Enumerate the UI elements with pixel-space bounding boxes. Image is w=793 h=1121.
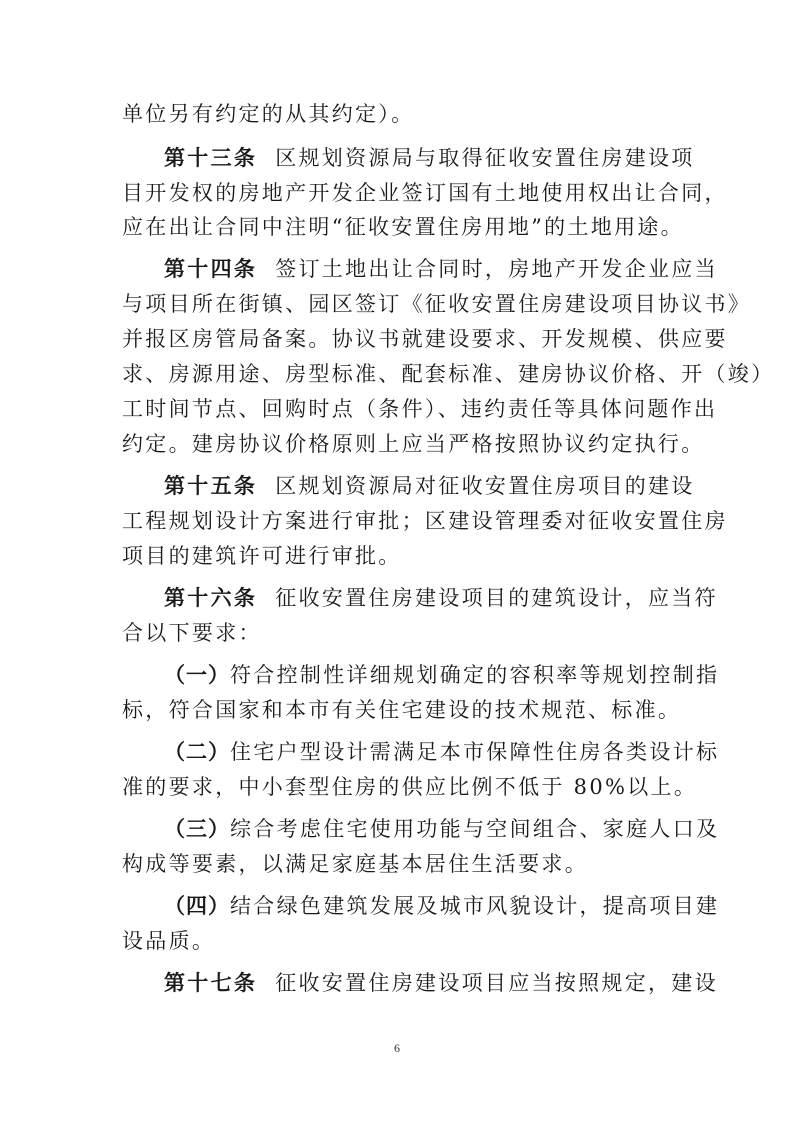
text-line: 约定。建房协议价格原则上应当严格按照协议约定执行。: [122, 432, 705, 456]
text-line: 准的要求，中小套型住房的供应比例不低于 80%以上。: [122, 775, 698, 799]
item-label: （三）: [164, 817, 230, 841]
text-line: 目开发权的房地产开发企业签订国有土地使用权出让合同，: [122, 181, 728, 205]
page-number: 6: [394, 1041, 400, 1055]
text-line: 设品质。: [122, 929, 216, 953]
text-line: 应在出让合同中注明“征收安置住房用地”的土地用途。: [122, 215, 684, 239]
article-14-line: 第十四条 签订土地出让合同时，房地产开发企业应当: [164, 257, 718, 281]
text-line: 求、房源用途、房型标准、配套标准、建房协议价格、开（竣）: [122, 362, 775, 386]
item-2-line: （二）住宅户型设计需满足本市保障性住房各类设计标: [164, 740, 720, 764]
text-line: 合以下要求：: [122, 621, 262, 645]
text-line: 与项目所在街镇、园区签订《征收安置住房建设项目协议书》: [122, 292, 752, 316]
text-line: 标，符合国家和本市有关住宅建设的技术规范、标准。: [122, 698, 682, 722]
item-4-line: （四）结合绿色建筑发展及城市风貌设计，提高项目建: [164, 894, 720, 918]
item-label: （二）: [164, 740, 230, 764]
article-heading: 第十六条: [164, 586, 258, 610]
text-line: 构成等要素，以满足家庭基本居住生活要求。: [122, 852, 588, 876]
article-heading: 第十五条: [164, 474, 258, 498]
text-line: 工程规划设计方案进行审批；区建设管理委对征收安置住房: [122, 509, 728, 533]
text-line: 单位另有约定的从其约定）。: [122, 102, 415, 126]
article-heading: 第十四条: [164, 257, 258, 281]
item-1-line: （一）符合控制性详细规划确定的容积率等规划控制指: [164, 663, 720, 687]
text-line: 并报区房管局备案。协议书就建设要求、开发规模、供应要: [122, 327, 728, 351]
article-17-line: 第十七条 征收安置住房建设项目应当按照规定，建设: [164, 971, 718, 995]
article-15-line: 第十五条 区规划资源局对征收安置住房项目的建设: [164, 474, 695, 498]
text-line: 项目的建筑许可进行审批。: [122, 544, 402, 568]
article-13-line: 第十三条 区规划资源局与取得征收安置住房建设项: [164, 146, 695, 170]
text-line: 工时间节点、回购时点（条件）、违约责任等具体问题作出: [122, 397, 718, 421]
article-heading: 第十七条: [164, 971, 258, 995]
item-label: （四）: [164, 894, 230, 918]
article-16-line: 第十六条 征收安置住房建设项目的建筑设计，应当符: [164, 586, 718, 610]
item-label: （一）: [164, 663, 230, 687]
item-3-line: （三）综合考虑住宅使用功能与空间组合、家庭人口及: [164, 817, 720, 841]
article-heading: 第十三条: [164, 146, 258, 170]
